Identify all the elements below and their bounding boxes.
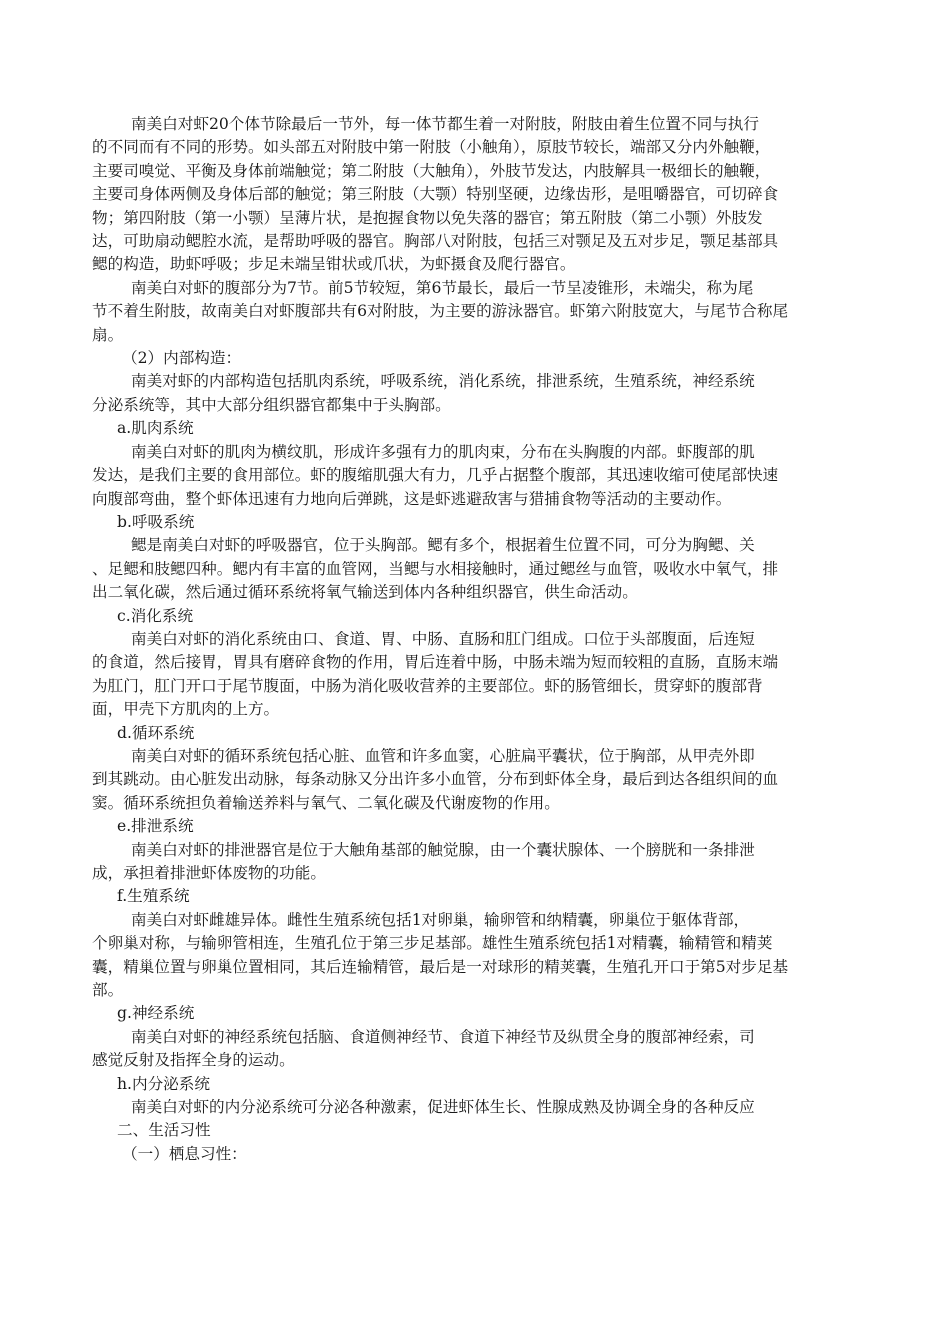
text-line: 南美白对虾的消化系统由口、食道、胃、中肠、直肠和肛门组成。口位于头部腹面，后连短: [131, 629, 755, 648]
text-line: 主要司身体两侧及身体后部的触觉；第三附肢（大颚）特别坚硬，边缘齿形，是咀嚼器官，可切碎食: [92, 185, 779, 204]
text-line: 达，可助扇动鳃腔水流，是帮助呼吸的器官。胸部八对附肢，包括三对颚足及五对步足，颚足基部具: [92, 232, 779, 251]
paragraph-endocrine-system: [92, 1096, 944, 1119]
text-line: 南美白对虾的内分泌系统可分泌各种激素，促进虾体生长、性腺成熟及协调全身的各种反应: [131, 1098, 755, 1117]
text-line: 南美白对虾的排泄器官是位于大触角基部的触觉腺，由一个囊状腺体、一个膀胱和一条排泄: [131, 840, 755, 859]
text-line: 扇。: [92, 325, 124, 344]
paragraph-muscle-system: [92, 441, 944, 511]
text-line: 发达，是我们主要的食用部位。虾的腹缩肌强大有力，几乎占据整个腹部，其迅速收缩可使尾部快速: [92, 466, 779, 485]
text-line: 鳃是南美白对虾的呼吸器官，位于头胸部。鳃有多个，根据着生位置不同，可分为胸鳃、关: [131, 536, 755, 555]
text-line: 南美白对虾20个体节除最后一节外，每一体节都生着一对附肢，附肢由着生位置不同与执行: [131, 115, 759, 133]
text-line: 鳃的构造，助虾呼吸；步足未端呈钳状或爪状，为虾摄食及爬行器官。: [92, 255, 576, 274]
text-line: 物；第四附肢（第一小颚）呈薄片状，是抱握食物以免失落的器官；第五附肢（第二小颚）外肢发: [92, 208, 763, 227]
heading-excretory-system: e.排泄系统: [117, 817, 194, 836]
heading-circulatory-system: d.循环系统: [117, 723, 195, 742]
text-line: 的不同而有不同的形势。如头部五对附肢中第一附肢（小触角），原肢节较长，端部又分内外触鞭，: [92, 138, 771, 157]
text-line: 南美白对虾的神经系统包括脑、食道侧神经节、食道下神经节及纵贯全身的腹部神经索，司: [131, 1027, 755, 1046]
text-line: 分泌系统等，其中大部分组织器官都集中于头胸部。: [92, 395, 451, 414]
text-line: 、足鳃和肢鳃四种。鳃内有丰富的血管网，当鳃与水相接触时，通过鳃丝与血管，吸收水中氧气，排: [92, 559, 779, 578]
text-line: 南美白对虾雌雄异体。雌性生殖系统包括1对卵巢，输卵管和纳精囊，卵巢位于躯体背部，: [131, 910, 750, 929]
heading-reproductive-system: f.生殖系统: [117, 887, 190, 906]
text-line: 为肛门，肛门开口于尾节腹面，中肠为消化吸收营养的主要部位。虾的肠管细长，贯穿虾的腹部背: [92, 676, 763, 695]
paragraph-external-appendages: [92, 113, 944, 277]
paragraph-reproductive-system: [92, 909, 944, 1003]
text-line: 南美白对虾的循环系统包括心脏、血管和许多血窦，心脏扁平囊状，位于胸部，从甲壳外即: [131, 746, 755, 765]
heading-living-habits: 二、生活习性: [117, 1121, 211, 1140]
paragraph-excretory-system: [92, 839, 944, 886]
heading-muscle-system: a.肌肉系统: [117, 419, 194, 438]
heading-internal-structure: （2）内部构造：: [122, 349, 242, 368]
text-line: 的食道，然后接胃，胃具有磨碎食物的作用，胃后连着中肠，中肠未端为短而较粗的直肠，直肠末端: [92, 653, 779, 672]
text-line: 成，承担着排泄虾体废物的功能。: [92, 864, 326, 882]
text-line: 窦。循环系统担负着输送养料与氧气、二氧化碳及代谢废物的作用。: [92, 793, 560, 812]
heading-endocrine-system: h.内分泌系统: [117, 1074, 210, 1093]
text-line: 面，甲壳下方肌肉的上方。: [92, 700, 280, 719]
text-line: 到其跳动。由心脏发出动脉，每条动脉又分出许多小血管，分布到虾体全身，最后到达各组织间的血: [92, 770, 779, 789]
text-line: 个卵巢对称，与输卵管相连，生殖孔位于第三步足基部。雄性生殖系统包括1对精囊，输精管和精荚: [92, 934, 773, 953]
paragraph-respiratory-system: [92, 534, 944, 604]
text-line: 南美白对虾的肌肉为横纹肌，形成许多强有力的肌肉束，分布在头胸腹的内部。虾腹部的肌: [131, 442, 755, 461]
text-line: 南美白对虾的腹部分为7节。前5节较短，第6节最长，最后一节呈凌锥形，未端尖，称为尾: [131, 278, 754, 297]
heading-nervous-system: g.神经系统: [117, 1004, 195, 1023]
document-page: [92, 113, 944, 1166]
text-line: 感觉反射及指挥全身的运动。: [92, 1051, 295, 1070]
heading-respiratory-system: b.呼吸系统: [117, 512, 195, 531]
paragraph-digestive-system: [92, 628, 944, 722]
heading-habitat-habits: （一）栖息习性：: [122, 1144, 247, 1163]
text-line: 囊，精巢位置与卵巢位置相同，其后连输精管，最后是一对球形的精荚囊，生殖孔开口于第5对步足基: [92, 957, 789, 976]
text-line: 向腹部弯曲，整个虾体迅速有力地向后弹跳，这是虾逃避敌害与猎捕食物等活动的主要动作。: [92, 489, 732, 508]
paragraph-circulatory-system: [92, 745, 944, 815]
text-line: 部。: [92, 981, 124, 1000]
heading-digestive-system: c.消化系统: [117, 606, 194, 625]
text-line: 南美对虾的内部构造包括肌肉系统，呼吸系统，消化系统，排泄系统，生殖系统，神经系统: [131, 372, 755, 391]
paragraph-internal-overview: [92, 370, 944, 417]
paragraph-abdomen: [92, 277, 944, 347]
paragraph-nervous-system: [92, 1026, 944, 1073]
text-line: 出二氧化碳，然后通过循环系统将氧气输送到体内各种组织器官，供生命活动。: [92, 583, 638, 602]
text-line: 主要司嗅觉、平衡及身体前端触觉；第二附肢（大触角），外肢节发达，内肢解具一极细长的触鞭，: [92, 161, 771, 180]
text-line: 节不着生附肢，故南美白对虾腹部共有6对附肢，为主要的游泳器官。虾第六附肢宽大，与尾节合称尾: [92, 302, 789, 321]
